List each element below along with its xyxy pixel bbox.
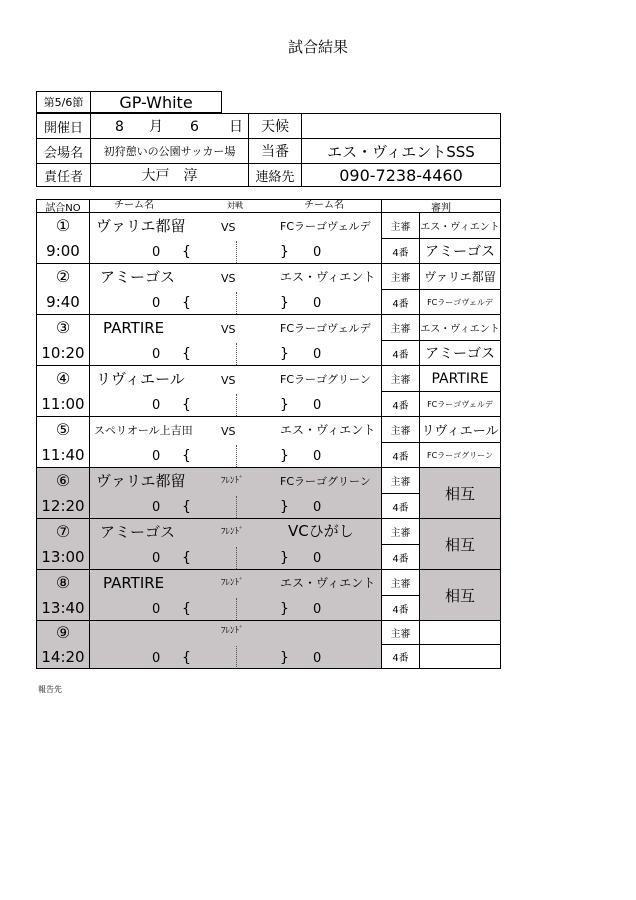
col-header-referee: 審判 <box>381 199 501 213</box>
duty-value: エス・ヴィエントSSS <box>301 138 501 164</box>
match-time: 10:20 <box>41 344 85 362</box>
score-divider <box>236 646 237 667</box>
ref-mutual: 相互 <box>419 467 501 519</box>
ref-main-label: 主審 <box>381 314 420 341</box>
bracket-close: } <box>280 499 289 515</box>
match-row-3-teams-cell <box>89 314 382 366</box>
match-time: 12:20 <box>41 497 85 515</box>
score-b: 0 <box>313 296 322 311</box>
contact-value: 090-7238-4460 <box>301 163 501 187</box>
score-a: 0 <box>152 602 161 617</box>
weather-value <box>301 113 501 139</box>
team-b-name: FCラーゴグリーン <box>280 373 371 386</box>
match-row-7-no-cell <box>36 518 90 570</box>
bracket-open: { <box>182 448 191 464</box>
ref-fourth-team: アミーゴス <box>419 340 501 366</box>
bracket-open: { <box>182 397 191 413</box>
match-time: 14:20 <box>41 648 85 666</box>
date-field <box>90 113 249 139</box>
bracket-open: { <box>182 650 191 666</box>
ref-main-label: 主審 <box>381 620 420 645</box>
match-type: ﾌﾚﾝﾄﾞ <box>221 578 244 588</box>
col-header-match-no: 試合NO <box>36 199 90 213</box>
match-number: ⑧ <box>55 573 71 592</box>
match-row-1-no-cell <box>36 212 90 264</box>
ref-main-label: 主審 <box>381 569 420 596</box>
match-number: ⑥ <box>55 471 71 490</box>
team-a-name: PARTIRE <box>103 574 165 592</box>
score-divider <box>236 343 237 365</box>
match-type: VS <box>221 221 236 234</box>
match-row-3-no-cell <box>36 314 90 366</box>
bracket-close: } <box>280 295 289 311</box>
ref-fourth-label: 4番 <box>381 595 420 621</box>
team-b-name: FCラーゴヴェルデ <box>280 322 371 335</box>
bracket-open: { <box>182 346 191 362</box>
match-number: ② <box>55 267 71 286</box>
match-number: ⑦ <box>55 522 71 541</box>
team-b-name: エス・ヴィエント <box>280 576 376 590</box>
ref-fourth-team: アミーゴス <box>419 238 501 264</box>
score-b: 0 <box>313 398 322 413</box>
score-divider <box>236 547 237 569</box>
col-header-type: 対戦 <box>227 201 243 210</box>
venue-label: 会場名 <box>36 138 91 164</box>
ref-fourth-team: FCラーゴヴェルデ <box>419 391 501 417</box>
score-divider <box>236 394 237 416</box>
match-time: 11:00 <box>41 395 85 413</box>
match-number: ⑤ <box>55 420 71 439</box>
date-day: 6 <box>190 119 199 135</box>
col-header-team-a: チーム名 <box>114 200 154 211</box>
match-row-5-teams-cell <box>89 416 382 468</box>
match-row-2-no-cell <box>36 263 90 315</box>
match-time: 9:40 <box>46 293 80 311</box>
match-type: VS <box>221 323 236 336</box>
ref-fourth-label: 4番 <box>381 238 420 264</box>
match-type: ﾌﾚﾝﾄﾞ <box>221 626 244 636</box>
match-row-4-no-cell <box>36 365 90 417</box>
score-b: 0 <box>313 602 322 617</box>
score-divider <box>236 496 237 518</box>
bracket-close: } <box>280 244 289 260</box>
match-number: ⑨ <box>55 623 71 642</box>
score-b: 0 <box>313 449 322 464</box>
score-a: 0 <box>152 347 161 362</box>
ref-main-team: リヴィエール <box>419 416 501 443</box>
match-type: ﾌﾚﾝﾄﾞ <box>221 476 244 486</box>
ref-fourth-team: FCラーゴヴェルデ <box>419 289 501 315</box>
bracket-close: } <box>280 650 289 666</box>
team-b-name: FCラーゴグリーン <box>280 475 371 488</box>
ref-fourth-label: 4番 <box>381 340 420 366</box>
ref-main-label: 主審 <box>381 365 420 392</box>
team-a-name: アミーゴス <box>100 268 176 286</box>
score-a: 0 <box>152 296 161 311</box>
date-label: 開催日 <box>36 113 91 139</box>
duty-label: 当番 <box>248 138 302 164</box>
match-type: VS <box>221 374 236 387</box>
col-header-team-b: チーム名 <box>304 200 344 211</box>
bracket-open: { <box>182 499 191 515</box>
score-b: 0 <box>313 500 322 515</box>
match-time: 9:00 <box>46 242 80 260</box>
match-row-5-no-cell <box>36 416 90 468</box>
day-label: 日 <box>229 119 243 135</box>
match-type: VS <box>221 425 236 438</box>
match-row-1-teams-cell <box>89 212 382 264</box>
page-title: 試合結果 <box>287 38 348 56</box>
team-a-name: PARTIRE <box>103 319 165 337</box>
weather-label: 天候 <box>248 113 302 139</box>
match-number: ③ <box>55 318 71 337</box>
ref-main-label: 主審 <box>381 518 420 545</box>
team-a-name: スペリオール上吉田 <box>94 424 193 437</box>
score-b: 0 <box>313 651 322 666</box>
score-a: 0 <box>152 651 161 666</box>
manager-label: 責任者 <box>36 163 91 187</box>
contact-label: 連絡先 <box>248 163 302 187</box>
team-a-name: ヴァリエ都留 <box>96 217 186 235</box>
venue-value: 初狩憩いの公園サッカー場 <box>90 138 249 164</box>
score-a: 0 <box>152 245 161 260</box>
bracket-open: { <box>182 550 191 566</box>
bracket-close: } <box>280 550 289 566</box>
score-a: 0 <box>152 398 161 413</box>
bracket-open: { <box>182 601 191 617</box>
team-b-name: FCラーゴヴェルデ <box>280 220 371 233</box>
ref-main-team-empty <box>419 620 501 645</box>
match-time: 13:00 <box>41 548 85 566</box>
ref-main-team: エス・ヴィエント <box>419 314 501 341</box>
score-b: 0 <box>313 551 322 566</box>
team-b-name: VCひがし <box>288 522 354 540</box>
ref-fourth-label: 4番 <box>381 493 420 519</box>
match-number: ① <box>55 216 71 235</box>
match-type: ﾌﾚﾝﾄﾞ <box>221 527 244 537</box>
ref-mutual: 相互 <box>419 518 501 570</box>
ref-fourth-team-empty <box>419 644 501 669</box>
col-header-match <box>89 199 382 213</box>
match-row-8-teams-cell <box>89 569 382 621</box>
bracket-open: { <box>182 244 191 260</box>
ref-fourth-label: 4番 <box>381 544 420 570</box>
ref-main-team: ヴァリエ都留 <box>419 263 501 290</box>
match-number: ④ <box>55 369 71 388</box>
score-divider <box>236 445 237 467</box>
match-type: VS <box>221 272 236 285</box>
score-b: 0 <box>313 347 322 362</box>
bracket-close: } <box>280 397 289 413</box>
bracket-open: { <box>182 295 191 311</box>
ref-fourth-label: 4番 <box>381 644 420 669</box>
ref-fourth-label: 4番 <box>381 442 420 468</box>
ref-main-label: 主審 <box>381 467 420 494</box>
team-a-name: ヴァリエ都留 <box>96 472 186 490</box>
month-label: 月 <box>149 119 163 135</box>
score-b: 0 <box>313 245 322 260</box>
ref-main-team: エス・ヴィエント <box>419 212 501 239</box>
report-to-label: 報告先 <box>38 685 62 694</box>
match-row-6-teams-cell <box>89 467 382 519</box>
manager-value: 大戸 淳 <box>90 163 249 187</box>
ref-fourth-label: 4番 <box>381 289 420 315</box>
ref-main-team: PARTIRE <box>419 365 501 392</box>
bracket-close: } <box>280 448 289 464</box>
match-row-4-teams-cell <box>89 365 382 417</box>
match-row-2-teams-cell <box>89 263 382 315</box>
match-time: 13:40 <box>41 599 85 617</box>
match-row-8-no-cell <box>36 569 90 621</box>
team-a-name: リヴィエール <box>96 370 185 388</box>
ref-main-label: 主審 <box>381 212 420 239</box>
match-row-6-no-cell <box>36 467 90 519</box>
bracket-close: } <box>280 346 289 362</box>
ref-main-label: 主審 <box>381 416 420 443</box>
ref-main-label: 主審 <box>381 263 420 290</box>
score-divider <box>236 292 237 314</box>
score-divider <box>236 598 237 620</box>
ref-mutual: 相互 <box>419 569 501 621</box>
score-a: 0 <box>152 551 161 566</box>
team-b-name: エス・ヴィエント <box>280 423 376 437</box>
score-divider <box>236 241 237 263</box>
score-a: 0 <box>152 449 161 464</box>
match-row-7-teams-cell <box>89 518 382 570</box>
team-b-name: エス・ヴィエント <box>280 270 376 284</box>
match-time: 11:40 <box>41 446 85 464</box>
score-a: 0 <box>152 500 161 515</box>
date-month: 8 <box>115 119 124 135</box>
ref-fourth-label: 4番 <box>381 391 420 417</box>
match-row-9-teams-cell <box>89 620 382 669</box>
team-name: GP-White <box>90 91 222 113</box>
team-a-name: アミーゴス <box>100 523 176 541</box>
ref-fourth-team: FCラーゴグリーン <box>419 442 501 468</box>
section-label: 第5/6節 <box>36 91 91 113</box>
bracket-close: } <box>280 601 289 617</box>
match-row-9-no-cell <box>36 620 90 669</box>
